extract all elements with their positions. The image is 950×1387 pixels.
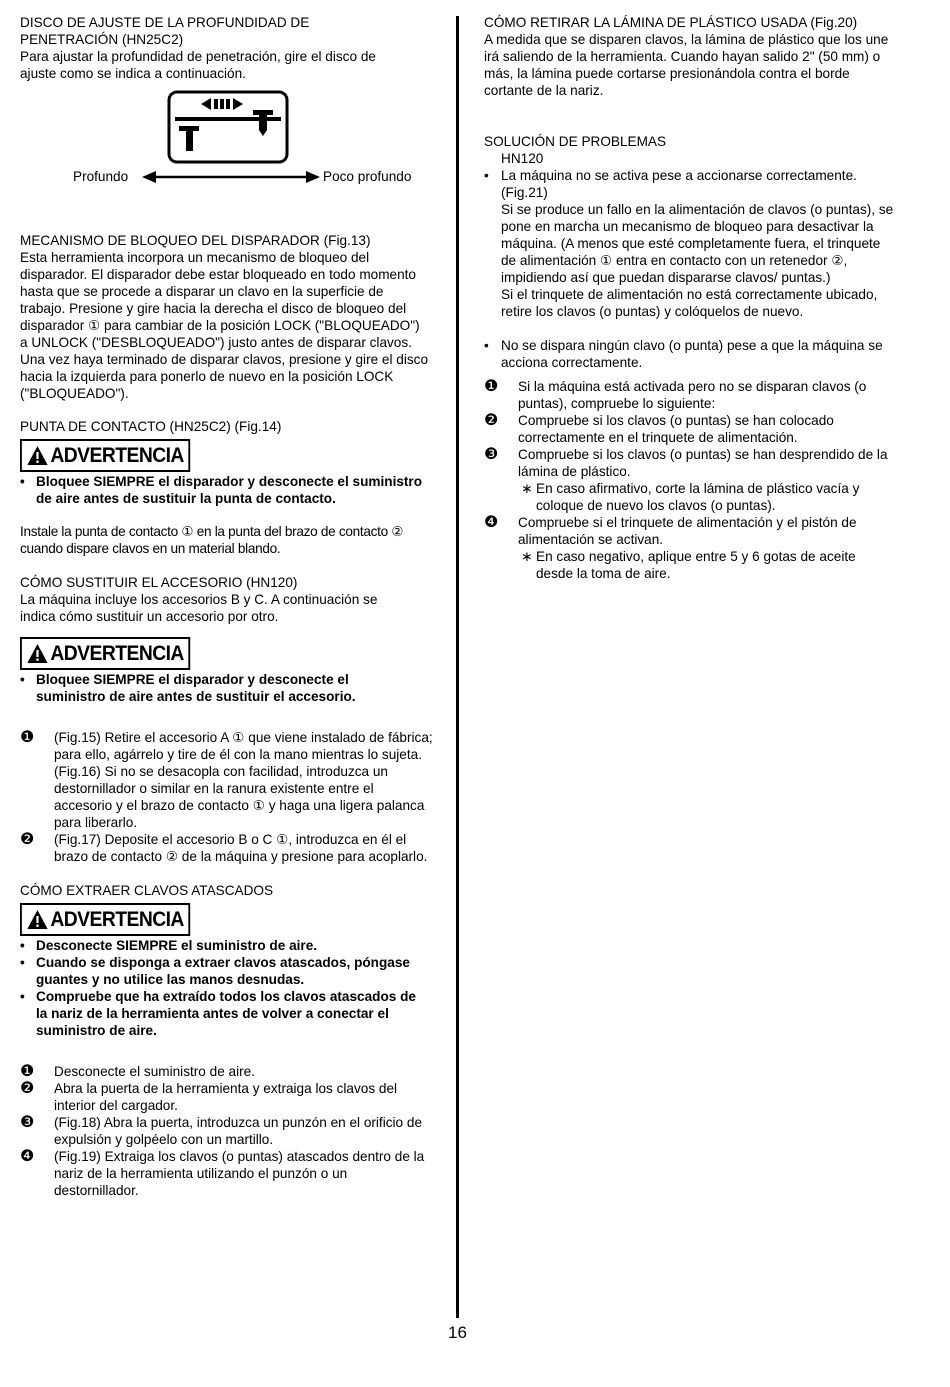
problem-text: No se dispara ningún clavo (o punta) pese a que la máquina se acciona correctamente.	[501, 338, 883, 370]
step-number: ❷	[20, 831, 35, 848]
depth-dial-icon	[167, 90, 289, 164]
accessory-title: CÓMO SUSTITUIR EL ACCESORIO (HN120)	[20, 575, 298, 590]
step-text: Abra la puerta de la herramienta y extraiga los clavos del interior del cargador.	[54, 1081, 398, 1113]
list-item	[20, 1114, 435, 1148]
plastic-sheet-title: CÓMO RETIRAR LA LÁMINA DE PLÁSTICO USADA (Fig.20)	[484, 15, 858, 30]
warning-text: Compruebe que ha extraído todos los clavos atascados de la nariz de la herramienta antes de volver a conectar el suministro de aire.	[36, 989, 416, 1038]
problem-detail: Si se produce un fallo en la alimentación de clavos (o puntas), se pone en marcha un mecanismo de bloqueo para desactivar la máquina. (A menos que esté completamente fuera, el trinquete de alimentación ① entra en contacto con un retenedor ②, impidiendo así que puedan dispararse clavos/ puntas.)	[501, 202, 894, 285]
warning-text: Bloquee SIEMPRE el disparador y desconecte el suministro de aire antes de sustituir la punta de contacto.	[36, 474, 423, 506]
step-text: Compruebe si los clavos (o puntas) se han colocado correctamente en el trinquete de alimentación.	[518, 413, 834, 445]
step-number: ❶	[20, 1063, 35, 1080]
list-item	[20, 1063, 435, 1080]
note-mark: ∗	[521, 481, 533, 496]
plastic-sheet-body: A medida que se disparen clavos, la lámina de plástico que los une irá saliendo de la herramienta. Cuando hayan salido 2" (50 mm) o más, la lámina puede cortarse presionándola contra el borde cortante de la nariz.	[484, 32, 889, 98]
warning-label: ADVERTENCIA	[50, 642, 184, 665]
warning-triangle-icon	[27, 910, 47, 929]
list-item	[484, 446, 904, 480]
warning-text: Desconecte SIEMPRE el suministro de aire.	[36, 938, 318, 953]
step-number: ❸	[484, 446, 499, 463]
step-text: Si la máquina está activada pero no se disparan clavos (o puntas), compruebe lo siguiente:	[518, 379, 867, 411]
step-text: (Fig.17) Deposite el accesorio B o C ①, introduzca en él el brazo de contacto ② de la máquina y presione para acoplarlo.	[54, 832, 428, 864]
warning-triangle-icon	[27, 446, 47, 465]
left-column	[20, 14, 435, 1199]
warning-badge	[20, 439, 190, 472]
note-mark: ∗	[521, 549, 533, 564]
page-number: 16	[448, 1323, 467, 1342]
list-item	[20, 831, 435, 865]
list-item: • La máquina no se activa pese a accionarse correctamente. (Fig.21) Si se produce un fallo en la alimentación de clavos (o puntas), se pone en marcha un mecanismo de bloqueo para desactivar la máquina. (A menos que esté completamente fuera, el trinquete de alimentación ① entra en contacto con un retenedor ②, impidiendo así que puedan dispararse clavos/ puntas.) Si el trinquete de alimentación no está correctamente ubicado, retire los clavos (o puntas) y colóquelos de nuevo.	[484, 167, 904, 320]
jam-title: CÓMO EXTRAER CLAVOS ATASCADOS	[20, 883, 274, 898]
step-text: Compruebe si los clavos (o puntas) se han desprendido de la lámina de plástico.	[518, 447, 888, 479]
depth-dial-body: Para ajustar la profundidad de penetración, gire el disco de ajuste como se indica a continuación.	[20, 49, 376, 81]
accessory-body: La máquina incluye los accesorios B y C. A continuación se indica cómo sustituir un accesorio por otro.	[20, 592, 378, 624]
step-number: ❶	[20, 729, 35, 746]
step-number: ❸	[20, 1114, 35, 1131]
trigger-lock-title: MECANISMO DE BLOQUEO DEL DISPARADOR (Fig.13)	[20, 233, 371, 248]
warning-bullet: • Bloquee SIEMPRE el disparador y desconecte el suministro de aire antes de sustituir la punta de contacto.	[20, 473, 435, 507]
depth-shallow-label: Poco profundo	[323, 169, 412, 184]
warning-text: Cuando se disponga a extraer clavos atascados, póngase guantes y no utilice las manos desnudas.	[36, 955, 410, 987]
right-column	[484, 14, 904, 582]
step-text: (Fig.18) Abra la puerta, introduzca un punzón en el orificio de expulsión y golpéelo con un martillo.	[54, 1115, 423, 1147]
step-number: ❷	[484, 412, 499, 429]
step-text: Desconecte el suministro de aire.	[54, 1064, 255, 1079]
step-text: (Fig.16) Si no se desacopla con facilidad, introduzca un destornillador o similar en la ranura existente entre el accesorio y el brazo de contacto ① y haga una ligera palanca para liberarlo.	[54, 764, 425, 830]
list-item	[20, 1148, 435, 1199]
step-text: Compruebe si el trinquete de alimentación y el pistón de alimentación se activan.	[518, 515, 857, 547]
step-number: ❹	[484, 514, 499, 531]
column-divider	[456, 16, 459, 1318]
list-item: • No se dispara ningún clavo (o punta) pese a que la máquina se acciona correctamente.	[484, 337, 904, 371]
warning-badge	[20, 903, 190, 936]
depth-dial-diagram	[20, 90, 435, 200]
note-text: En caso negativo, aplique entre 5 y 6 gotas de aceite desde la toma de aire.	[536, 549, 856, 581]
step-text: (Fig.15) Retire el accesorio A ① que viene instalado de fábrica; para ello, agárrelo y tire de él con la mano mientras lo sujeta.	[54, 730, 433, 762]
trigger-lock-body: Esta herramienta incorpora un mecanismo de bloqueo del disparador. El disparador debe estar bloqueado en todo momento hasta que se procede a disparar un clavo en la superficie de trabajo. Presione y gire hacia la derecha el disco de bloqueo del disparador ① para cambiar de la posición LOCK ("BLOQUEADO") a UNLOCK ("DESBLOQUEADO") justo antes de disparar clavos. Una vez haya terminado de disparar clavos, presione y gire el disco hacia la izquierda para ponerlo de nuevo en la posición LOCK ("BLOQUEADO").	[20, 250, 429, 401]
list-item	[484, 378, 904, 412]
depth-arrow-icon	[142, 171, 320, 183]
step-note	[484, 480, 904, 514]
warning-bullet: • Cuando se disponga a extraer clavos atascados, póngase guantes y no utilice las manos desnudas.	[20, 954, 435, 988]
step-number: ❷	[20, 1080, 35, 1097]
warning-label: ADVERTENCIA	[50, 908, 184, 931]
contact-tip-title: PUNTA DE CONTACTO (HN25C2) (Fig.14)	[20, 419, 282, 434]
list-item	[20, 1080, 435, 1114]
step-note	[484, 548, 904, 582]
list-item	[484, 514, 904, 548]
list-item	[20, 729, 435, 831]
warning-bullet: • Desconecte SIEMPRE el suministro de aire.	[20, 938, 318, 953]
problem-text: La máquina no se activa pese a accionarse correctamente. (Fig.21)	[501, 168, 857, 200]
depth-dial-title: DISCO DE AJUSTE DE LA PROFUNDIDAD DE PENETRACIÓN (HN25C2)	[20, 15, 310, 47]
troubleshooting-title: SOLUCIÓN DE PROBLEMAS	[484, 134, 667, 149]
step-number: ❶	[484, 378, 499, 395]
contact-tip-body: Instale la punta de contacto ① en la punta del brazo de contacto ② cuando dispare clavos en un material blando.	[20, 524, 404, 556]
step-number: ❹	[20, 1148, 35, 1165]
warning-bullet: • Bloquee SIEMPRE el disparador y desconecte el suministro de aire antes de sustituir el accesorio.	[20, 671, 435, 705]
warning-label: ADVERTENCIA	[50, 444, 184, 467]
warning-triangle-icon	[27, 644, 47, 663]
problem-detail: Si el trinquete de alimentación no está correctamente ubicado, retire los clavos (o puntas) y colóquelos de nuevo.	[501, 287, 878, 319]
note-text: En caso afirmativo, corte la lámina de plástico vacía y coloque de nuevo los clavos (o puntas).	[536, 481, 860, 513]
warning-badge	[20, 637, 190, 670]
step-text: (Fig.19) Extraiga los clavos (o puntas) atascados dentro de la nariz de la herramienta utilizando el punzón o un destornillador.	[54, 1149, 425, 1198]
depth-deep-label: Profundo	[73, 169, 129, 184]
warning-bullet: • Compruebe que ha extraído todos los clavos atascados de la nariz de la herramienta antes de volver a conectar el suministro de aire.	[20, 988, 435, 1039]
warning-text: Bloquee SIEMPRE el disparador y desconecte el suministro de aire antes de sustituir el accesorio.	[36, 672, 356, 704]
list-item	[484, 412, 904, 446]
troubleshooting-model: HN120	[501, 151, 544, 166]
